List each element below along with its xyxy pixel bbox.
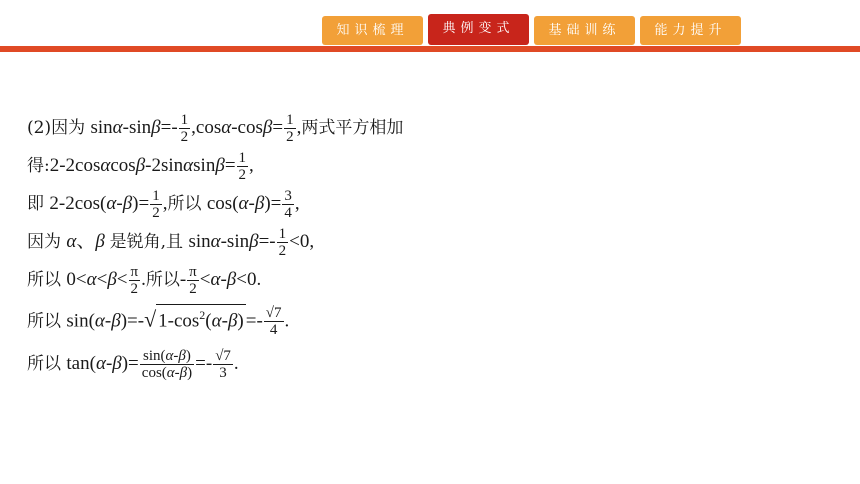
text-so: 所以 [27, 269, 67, 290]
fraction: $\frac{1}{2}$ [180, 112, 189, 145]
solution-line-1: (2)因为 sinα-sinβ=- $\frac{1}{2}$ ,cosα-cosβ= $\frac{1}{2}$ ,两式平方相加 [27, 112, 404, 145]
text-so: 所以 [27, 311, 67, 332]
solution-line-7: 所以 tan(α-β)= $\frac{\sin(\alpha-\beta)}{\cos(\alpha-\beta)}$ =- $\frac{√7}{3}$ . [27, 348, 239, 381]
tab-ability-improvement[interactable]: 能力提升 [640, 16, 741, 45]
fraction: $\frac{1}{2}$ [238, 150, 247, 183]
text-because: (2)因为 [27, 117, 91, 138]
text-because: 因为 [27, 232, 67, 252]
text-so: 所以 [27, 353, 67, 374]
text-that-is: 即 [27, 193, 50, 214]
fraction: $\frac{√7}{4}$ [265, 305, 282, 339]
fraction: $\frac{3}{4}$ [284, 188, 292, 221]
text-so: 所以 [145, 269, 180, 290]
solution-line-5: 所以 0<α<β< $\frac{\pi}{2}$ .所以- $\frac{\pi}{2}$ <α-β<0. [27, 264, 262, 297]
fraction: $\frac{1}{2}$ [152, 188, 160, 221]
solution-line-6: 所以 sin(α-β)=-√ $1-\cos^2(\alpha-\beta)$ =- $\frac{√7}{4}$ . [27, 305, 290, 339]
text-get: 得: [27, 155, 50, 176]
solution-line-3: 即 2-2cos(α-β)= $\frac{1}{2}$ ,所以 cos(α-β)= $\frac{3}{4}$ , [27, 188, 300, 221]
text-square-add: 两式平方相加 [301, 117, 404, 138]
text-so: 所以 [167, 193, 207, 214]
fraction: $\frac{1}{2}$ [278, 226, 287, 260]
fraction: $\frac{\pi}{2}$ [189, 264, 197, 297]
fraction: $\frac{1}{2}$ [286, 112, 294, 145]
text-acute-angles: 是锐角,且 [109, 232, 189, 252]
tab-basic-training[interactable]: 基础训练 [534, 16, 635, 45]
solution-line-4: 因为 α、β 是锐角,且 sinα-sinβ=- $\frac{1}{2}$ <0, [27, 226, 315, 260]
tab-typical-examples[interactable]: 典例变式 [428, 14, 529, 45]
fraction: $\frac{√7}{3}$ [215, 348, 231, 381]
tab-knowledge-review[interactable]: 知识梳理 [322, 16, 423, 45]
nav-tabs [322, 16, 741, 47]
fraction: $\frac{\sin(\alpha-\beta)}{\cos(\alpha-\beta)}$ [141, 348, 193, 381]
fraction: $\frac{\pi}{2}$ [130, 264, 139, 297]
solution-line-2: 得:2-2cosαcosβ-2sinαsinβ= $\frac{1}{2}$ , [27, 150, 254, 183]
